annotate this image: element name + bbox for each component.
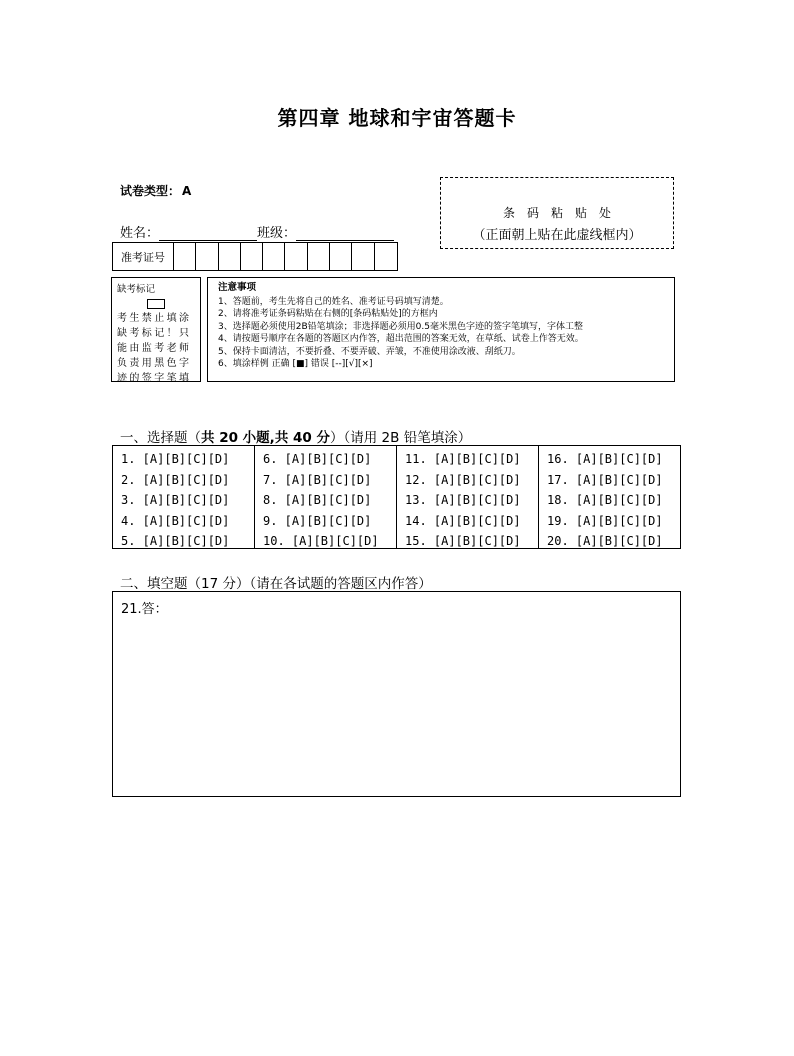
mc-question[interactable]: 10. [A][B][C][D]	[263, 534, 379, 549]
barcode-hint: （正面朝上贴在此虚线框内）	[472, 228, 642, 243]
name-field[interactable]	[159, 226, 257, 241]
paper-type	[120, 182, 191, 199]
section1-suffix: ）（请用 2B 铅笔填涂）	[330, 430, 472, 446]
mc-question[interactable]: 1. [A][B][C][D]	[121, 452, 230, 466]
name-label: 姓名：	[120, 226, 160, 241]
page-title: 第四章 地球和宇宙答题卡	[277, 106, 517, 130]
mc-question[interactable]: 9. [A][B][C][D]	[263, 513, 372, 528]
class-label: 班级：	[257, 226, 297, 241]
absent-mark-checkbox[interactable]	[147, 299, 165, 309]
mc-question[interactable]: 11. [A][B][C][D]	[405, 452, 521, 466]
mc-question[interactable]: 14. [A][B][C][D]	[405, 513, 521, 528]
exam-number-cell[interactable]	[263, 243, 285, 270]
mc-question[interactable]: 18. [A][B][C][D]	[547, 493, 663, 508]
exam-number-cell[interactable]	[196, 243, 218, 270]
name-class-row	[120, 222, 394, 241]
mc-question[interactable]: 20. [A][B][C][D]	[547, 534, 663, 549]
notes-item: 2、请将准考证条码粘贴在右侧的[条码粘贴处]的方框内	[218, 309, 438, 319]
paper-type-value: A	[182, 184, 192, 198]
exam-number-cell[interactable]	[330, 243, 352, 270]
section1-bold: 共 20 小题,共 40 分	[201, 430, 331, 446]
mc-question[interactable]: 16. [A][B][C][D]	[547, 452, 663, 466]
barcode-area	[440, 177, 674, 249]
exam-number-cell[interactable]	[352, 243, 374, 270]
absent-mark-heading: 缺考标记	[117, 284, 156, 295]
mc-question[interactable]: 7. [A][B][C][D]	[263, 472, 372, 487]
mc-question[interactable]: 8. [A][B][C][D]	[263, 493, 372, 508]
q21-answer-area[interactable]	[112, 591, 681, 797]
mc-question[interactable]: 17. [A][B][C][D]	[547, 472, 663, 487]
section1-prefix: 一、选择题（	[120, 430, 201, 446]
absent-mark-box	[111, 277, 201, 382]
mc-column	[113, 446, 255, 548]
section1-title	[120, 426, 471, 446]
q21-label: 21.答：	[121, 602, 168, 617]
notes-box	[207, 277, 675, 382]
exam-number-label: 准考证号	[113, 243, 174, 270]
multiple-choice-table	[112, 445, 681, 549]
mc-column	[539, 446, 680, 548]
section2-title: 二、填空题（17 分）（请在各试题的答题区内作答）	[120, 576, 432, 592]
exam-number-row	[112, 242, 398, 271]
mc-question[interactable]: 15. [A][B][C][D]	[405, 534, 521, 549]
exam-number-cell[interactable]	[219, 243, 241, 270]
mc-question[interactable]: 2. [A][B][C][D]	[121, 472, 230, 487]
mc-column	[255, 446, 397, 548]
exam-number-cell[interactable]	[241, 243, 263, 270]
notes-item: 5、保持卡面清洁，不要折叠、不要弄破、弄皱，不准使用涂改液、刮纸刀。	[218, 346, 521, 357]
exam-number-cell[interactable]	[375, 243, 397, 270]
notes-item: 3、选择题必须使用2B铅笔填涂；非选择题必须用0.5毫米黑色字迹的签字笔填写，字体工整	[218, 321, 583, 332]
mc-question[interactable]: 19. [A][B][C][D]	[547, 513, 663, 528]
class-field[interactable]	[296, 226, 394, 241]
mc-question[interactable]: 4. [A][B][C][D]	[121, 513, 230, 528]
notes-item: 4、请按题号顺序在各题的答题区内作答，超出范围的答案无效，在草纸、试卷上作答无效。	[218, 334, 584, 344]
mc-column	[397, 446, 539, 548]
absent-mark-text: 考生禁止填涂缺考标记！只能由监考老师负责用黑色字迹的签字笔填	[117, 313, 192, 384]
barcode-title: 条码粘贴处	[502, 206, 623, 220]
exam-number-cell[interactable]	[285, 243, 307, 270]
mc-question[interactable]: 5. [A][B][C][D]	[121, 534, 230, 549]
mc-question[interactable]: 6. [A][B][C][D]	[263, 452, 372, 466]
notes-item: 1、答题前，考生先将自己的姓名、准考证号码填写清楚。	[218, 296, 449, 307]
paper-type-label: 试卷类型：	[120, 184, 181, 198]
exam-number-cell[interactable]	[308, 243, 330, 270]
mc-question[interactable]: 13. [A][B][C][D]	[405, 493, 521, 508]
notes-heading: 注意事项	[218, 282, 257, 293]
notes-item: 6、填涂样例 正确 [■] 错误 [--][√][×]	[218, 359, 373, 369]
mc-question[interactable]: 12. [A][B][C][D]	[405, 472, 521, 487]
exam-number-cell[interactable]	[174, 243, 196, 270]
mc-question[interactable]: 3. [A][B][C][D]	[121, 493, 230, 508]
